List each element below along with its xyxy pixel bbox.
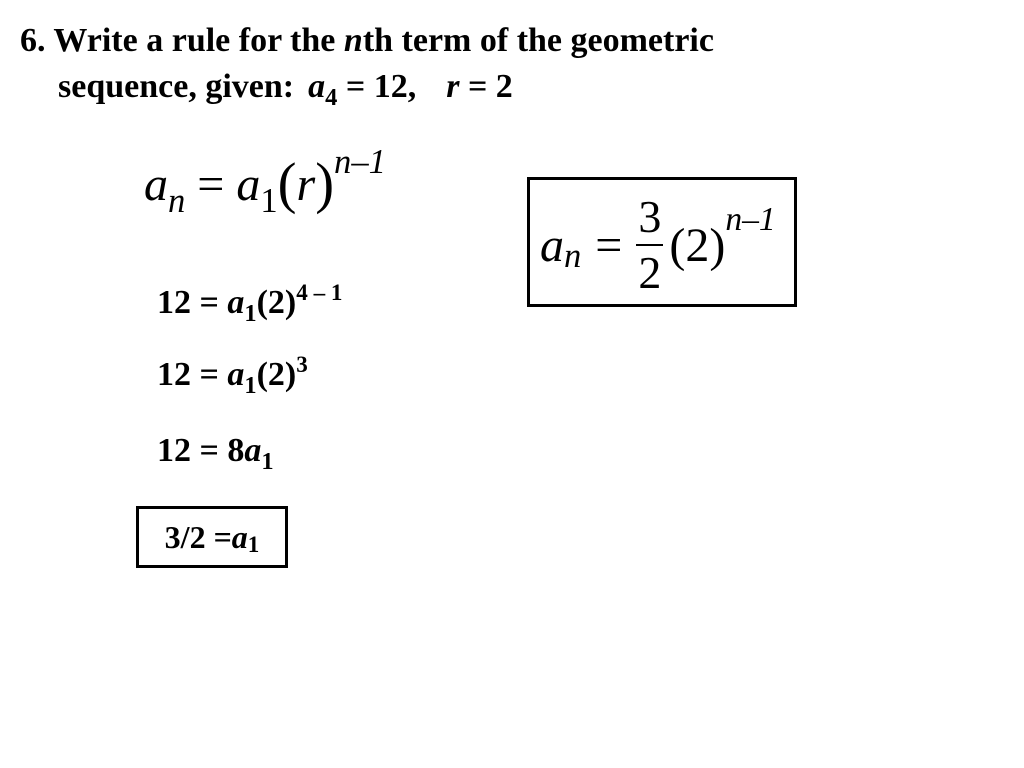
work-step-1: [157, 280, 343, 327]
step-sup: 3: [296, 352, 308, 379]
fraction-bar: [636, 244, 663, 246]
formula-lhs-var: a: [144, 158, 168, 211]
given-a-value: = 12,: [337, 68, 417, 105]
formula-rhs-var: a: [236, 158, 261, 211]
formula-lhs-sub: n: [168, 181, 186, 220]
step-var: a: [244, 432, 262, 469]
step-lhs: 12 = 8: [157, 432, 245, 469]
step-sub: 1: [244, 371, 257, 399]
given-a-var: a: [308, 68, 326, 105]
fraction-denominator: 2: [638, 247, 662, 298]
step-var: a: [227, 284, 245, 321]
solution-sub: 1: [247, 530, 260, 557]
n-variable: n: [343, 22, 363, 59]
problem-text: 6. Write a rule for the: [20, 22, 344, 59]
given-label: sequence, given:: [58, 68, 295, 105]
rule-fraction: [636, 191, 663, 298]
work-step-2: [157, 352, 308, 399]
rule-lhs-sub: n: [564, 237, 582, 276]
rule-exponent: n–1: [725, 200, 776, 238]
final-rule-formula: [540, 191, 776, 298]
formula-close-paren: ): [315, 153, 335, 216]
final-rule-box: [527, 177, 797, 307]
problem-text-2: th term of the geometric: [362, 22, 714, 59]
given-r-value: = 2: [459, 68, 513, 105]
solution-var: a: [231, 518, 248, 555]
rule-equals: =: [595, 218, 623, 272]
step-var: a: [227, 356, 245, 393]
given-values: [308, 68, 513, 111]
work-step-3: [157, 432, 274, 475]
fraction-numerator: 3: [638, 191, 662, 242]
step-lhs: 12 =: [157, 284, 228, 321]
general-formula: [144, 143, 386, 220]
problem-line-2: [20, 64, 714, 113]
solution-lhs: 3/2 =: [164, 518, 232, 555]
boxed-a1-solution: [136, 506, 288, 568]
step-sub: 1: [244, 299, 257, 327]
given-a-sub: 4: [325, 83, 338, 111]
problem-line-1: [20, 18, 714, 64]
formula-rhs-sub: 1: [260, 181, 278, 220]
problem-statement: [20, 18, 714, 113]
formula-exponent: n–1: [334, 143, 386, 182]
step-lhs: 12 =: [157, 356, 228, 393]
formula-ratio-var: r: [296, 158, 316, 211]
step-rest: (2): [256, 284, 297, 321]
step-sub: 1: [261, 447, 274, 475]
rule-base: (2): [669, 218, 726, 272]
given-r-var: r: [446, 68, 460, 105]
formula-open-paren: (: [277, 153, 297, 216]
rule-lhs-var: a: [540, 218, 564, 272]
formula-equals: =: [185, 158, 237, 211]
step-sup: 4 – 1: [296, 280, 343, 307]
step-rest: (2): [256, 356, 297, 393]
